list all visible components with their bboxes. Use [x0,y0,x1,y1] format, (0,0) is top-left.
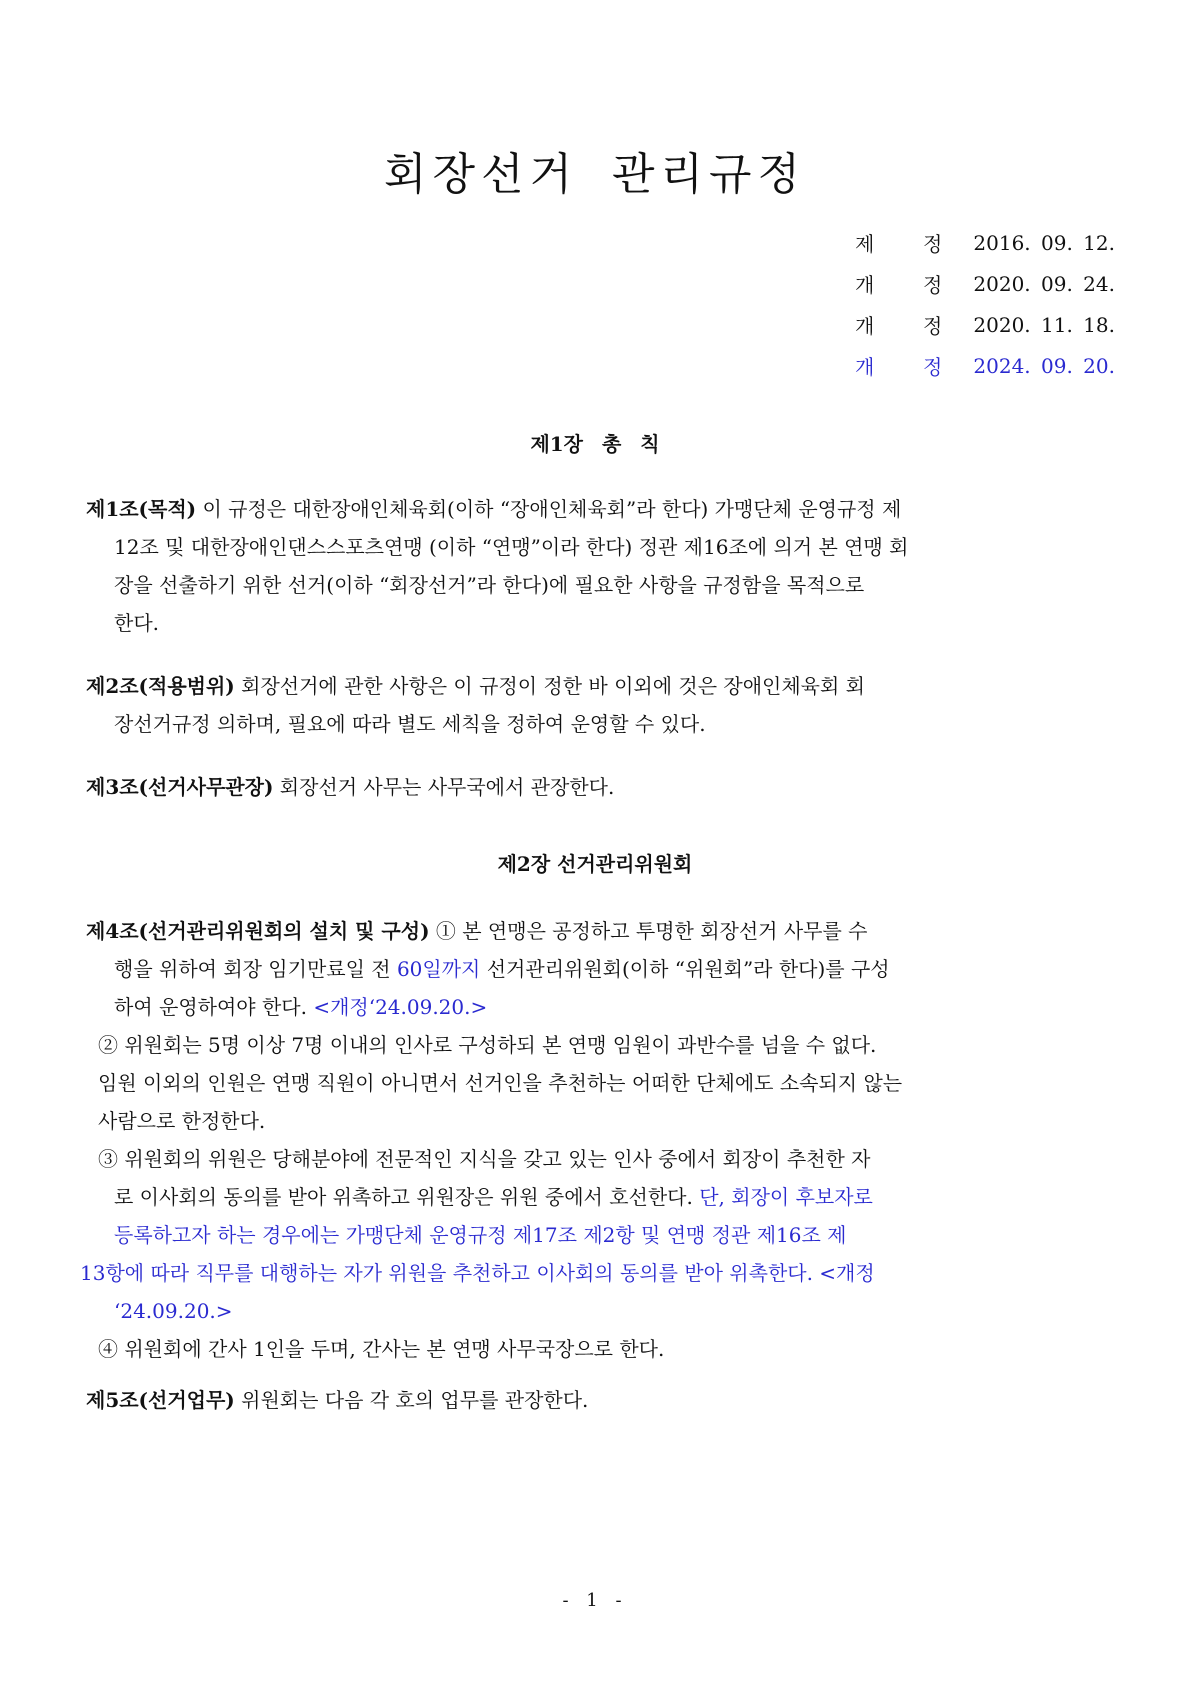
history-date: 2020. 09. 24. [973,271,1115,296]
history-date: 2016. 09. 12. [973,230,1115,255]
page-number: - 1 - [562,1590,628,1611]
article-text: 장선거규정 의하며, 필요에 따라 별도 세칙을 정하여 운영할 수 있다. [114,712,706,736]
article-heading: 제1조(목적) [86,497,197,521]
article-text: 행을 위하여 회장 임기만료일 전 [114,957,397,981]
article-heading: 제2조(적용범위) [86,674,235,698]
amended-text: 60일까지 [396,957,481,981]
revision-history [855,222,1115,386]
history-date: 2020. 11. 18. [973,312,1115,337]
article-text: 회장선거 사무는 사무국에서 관장한다. [273,775,615,799]
chapter-1-heading: 제1장 총 칙 [530,432,660,456]
history-row [855,304,1115,345]
article-text: 위원회는 다음 각 호의 업무를 관장한다. [234,1388,589,1412]
article-text: ① 본 연맹은 공정하고 투명한 회장선거 사무를 수 [429,919,868,943]
paragraph-2-text: ② 위원회는 5명 이상 7명 이내의 인사로 구성하되 본 연맹 임원이 과반수를 넘을 수 없다. [98,1033,877,1057]
history-label-2: 정 [923,232,943,256]
history-row-latest [855,345,1115,386]
article-3 [86,768,1112,806]
article-heading: 제4조(선거관리위원회의 설치 및 구성) [86,919,430,943]
history-label-1: 개 [855,314,875,338]
history-label-1: 개 [855,355,875,379]
history-label-2: 정 [923,314,943,338]
amended-text: 단, 회장이 후보자로 [699,1185,873,1209]
article-heading: 제3조(선거사무관장) [86,775,274,799]
history-label-1: 제 [855,232,875,256]
article-5 [86,1381,1112,1419]
paragraph-4-text: ④ 위원회에 간사 1인을 두며, 간사는 본 연맹 사무국장으로 한다. [98,1337,665,1361]
article-text: 이 규정은 대한장애인체육회(이하 “장애인체육회”라 한다) 가맹단체 운영규정 제 [196,497,902,521]
article-1 [86,490,1112,642]
article-text: 회장선거에 관한 사항은 이 규정이 정한 바 이외에 것은 장애인체육회 회 [234,674,865,698]
amendment-note: <개정‘24.09.20.> [313,995,488,1019]
article-4 [80,912,1112,1368]
history-row [855,263,1115,304]
amendment-note: ‘24.09.20.> [114,1299,233,1323]
article-text: 장을 선출하기 위한 선거(이하 “회장선거”라 한다)에 필요한 사항을 규정함을 목적으로 [114,573,865,597]
paragraph-3-text: ③ 위원회의 위원은 당해분야에 전문적인 지식을 갖고 있는 인사 중에서 회장이 추천한 자 [98,1147,871,1171]
history-row [855,222,1115,263]
article-heading: 제5조(선거업무) [86,1388,235,1412]
article-text: 선거관리위원회(이하 “위원회”라 한다)를 구성 [480,957,890,981]
history-label-2: 정 [923,273,943,297]
chapter-2-heading: 제2장 선거관리위원회 [497,852,693,876]
article-2 [86,667,1112,743]
article-text: 한다. [114,611,159,635]
amended-text: 등록하고자 하는 경우에는 가맹단체 운영규정 제17조 제2항 및 연맹 정관 제16조 제 [114,1223,847,1247]
history-date: 2024. 09. 20. [973,353,1115,378]
history-label-1: 개 [855,273,875,297]
amended-text: 13항에 따라 직무를 대행하는 자가 위원을 추천하고 이사회의 동의를 받아 위촉한다. <개정 [80,1261,875,1285]
paragraph-2-text: 사람으로 한정한다. [98,1109,266,1133]
paragraph-2-text: 임원 이외의 인원은 연맹 직원이 아니면서 선거인을 추천하는 어떠한 단체에도 소속되지 않는 [98,1071,903,1095]
history-label-2: 정 [923,355,943,379]
article-text: 하여 운영하여야 한다. [114,995,314,1019]
paragraph-3-text: 로 이사회의 동의를 받아 위촉하고 위원장은 위원 중에서 호선한다. [114,1185,700,1209]
article-text: 12조 및 대한장애인댄스스포츠연맹 (이하 “연맹”이라 한다) 정관 제16조에 의거 본 연맹 회 [114,535,909,559]
document-title: 회장선거 관리규정 [383,149,807,200]
